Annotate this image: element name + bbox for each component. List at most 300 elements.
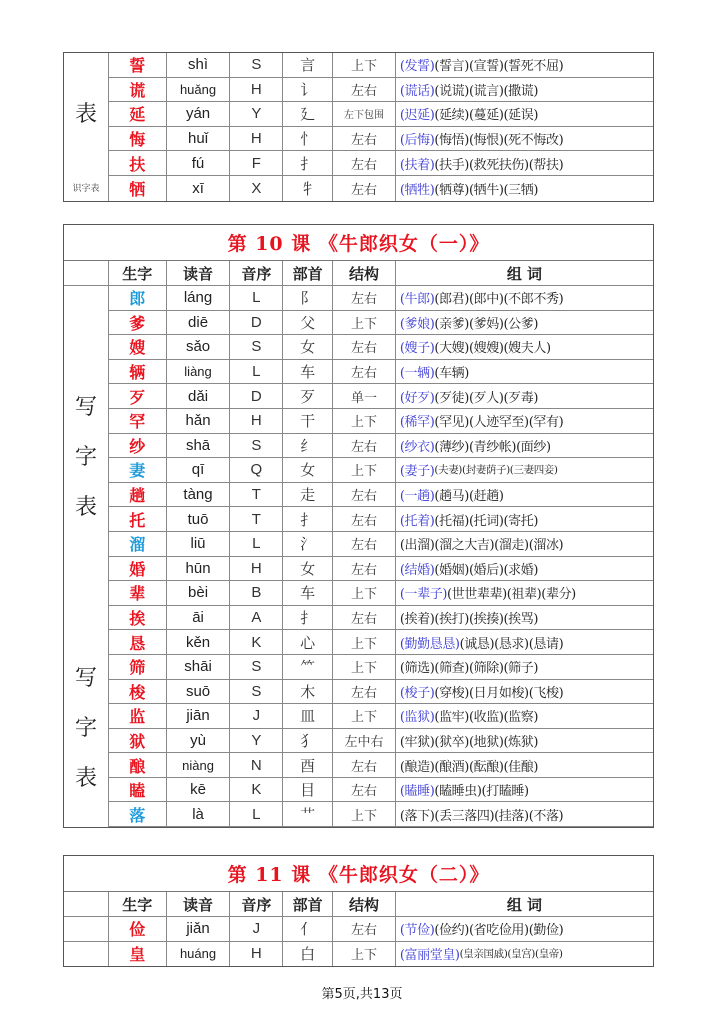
order-cell: J	[230, 917, 283, 941]
words-rest: (亲爹)(爹妈)(公爹)	[434, 316, 539, 332]
section-cell	[64, 942, 109, 967]
char-cell: 妻	[109, 458, 167, 482]
structure-cell: 左右	[333, 606, 396, 630]
words-rest: (誓言)(宣誓)(誓死不屈)	[434, 59, 564, 75]
structure-cell: 上下	[333, 311, 396, 335]
header-order: 音序	[230, 892, 283, 916]
structure-cell: 左右	[333, 127, 396, 151]
char-cell: 辈	[109, 581, 167, 605]
words-cell	[396, 360, 653, 384]
table-row	[64, 483, 653, 508]
radical-cell: 木	[283, 680, 333, 704]
pinyin-cell: shāi	[167, 655, 231, 679]
radical-cell: 阝	[283, 286, 333, 310]
words-highlight: (妻子)	[399, 464, 435, 480]
radical-cell: 言	[283, 53, 333, 77]
section-label-char: 字	[74, 715, 97, 741]
words-cell	[396, 311, 653, 335]
lesson-10-table	[63, 224, 654, 828]
structure-cell: 左右	[333, 778, 396, 802]
words-cell	[396, 630, 653, 654]
table-row	[64, 802, 653, 827]
table-row	[64, 581, 653, 606]
char-cell: 托	[109, 507, 167, 531]
section-label-char: 写	[74, 395, 97, 421]
header-char: 生字	[109, 261, 167, 285]
header-row	[64, 892, 653, 917]
header-blank	[64, 261, 109, 285]
structure-cell: 上下	[333, 655, 396, 679]
pinyin-cell: hūn	[167, 557, 231, 581]
pinyin-cell: hǎn	[167, 409, 231, 433]
words-cell	[396, 778, 653, 802]
words-cell	[396, 680, 653, 704]
structure-cell: 左右	[333, 557, 396, 581]
table-row	[64, 151, 653, 176]
table-row	[64, 311, 653, 336]
table-row	[64, 778, 653, 803]
structure-cell: 左右	[333, 507, 396, 531]
table-row	[64, 53, 653, 78]
words-highlight: (牛郎)	[399, 292, 435, 308]
header-radical: 部首	[283, 261, 333, 285]
structure-cell: 上下	[333, 942, 396, 967]
words-cell	[396, 655, 653, 679]
table-row	[64, 942, 653, 967]
pinyin-cell: niàng	[167, 753, 231, 777]
structure-cell: 左右	[333, 917, 396, 941]
char-cell: 辆	[109, 360, 167, 384]
radical-cell: ⺮	[283, 655, 333, 679]
order-cell: S	[230, 53, 283, 77]
structure-cell: 左右	[333, 753, 396, 777]
pinyin-cell: jiān	[167, 704, 231, 728]
char-cell: 嫂	[109, 335, 167, 359]
pinyin-cell: yù	[167, 729, 231, 753]
order-cell: Y	[230, 729, 283, 753]
section-note	[64, 177, 109, 201]
section-label-biao	[64, 53, 109, 176]
words-rest: (挨着)(挨打)(挨揍)(挨骂)	[399, 612, 539, 628]
words-highlight: (迟延)	[399, 108, 435, 124]
words-rest: (悔悟)(悔恨)(死不悔改)	[434, 133, 564, 149]
radical-cell: 扌	[283, 507, 333, 531]
radical-cell: 皿	[283, 704, 333, 728]
words-rest: (罕见)(人迹罕至)(罕有)	[434, 415, 564, 431]
words-rest: (诚恳)(恳求)(恳请)	[459, 636, 564, 652]
words-cell	[396, 78, 653, 102]
order-cell: H	[230, 557, 283, 581]
char-cell: 落	[109, 802, 167, 826]
char-cell: 监	[109, 704, 167, 728]
words-highlight: (好歹)	[399, 390, 435, 406]
structure-cell: 左右	[333, 286, 396, 310]
words-highlight: (勤勤恳恳)	[399, 636, 460, 652]
table-row	[64, 655, 653, 680]
structure-cell: 左右	[333, 78, 396, 102]
radical-cell: 女	[283, 335, 333, 359]
words-cell	[396, 483, 653, 507]
radical-cell: 车	[283, 360, 333, 384]
words-rest: (延续)(蔓延)(延误)	[434, 108, 539, 124]
order-cell: N	[230, 753, 283, 777]
char-cell: 歹	[109, 384, 167, 408]
pinyin-cell: suō	[167, 680, 231, 704]
pinyin-cell: shì	[167, 53, 231, 77]
structure-cell: 上下	[333, 581, 396, 605]
words-rest: (薄纱)(青纱帐)(面纱)	[434, 439, 551, 455]
order-cell: J	[230, 704, 283, 728]
structure-cell: 左右	[333, 360, 396, 384]
order-cell: H	[230, 942, 283, 967]
order-cell: B	[230, 581, 283, 605]
pinyin-cell: dǎi	[167, 384, 231, 408]
words-cell	[396, 581, 653, 605]
char-cell: 溜	[109, 532, 167, 556]
table-row	[64, 606, 653, 631]
pinyin-cell: huǐ	[167, 127, 231, 151]
words-highlight: (发誓)	[399, 59, 435, 75]
table-row	[64, 360, 653, 385]
section-label-char: 字	[74, 445, 97, 471]
words-cell	[396, 532, 653, 556]
words-highlight: (梭子)	[399, 685, 435, 701]
structure-cell: 上下	[333, 409, 396, 433]
words-rest: (筛选)(筛查)(筛除)(筛子)	[399, 661, 539, 677]
table2-rows	[64, 286, 653, 827]
words-cell	[396, 409, 653, 433]
words-cell	[396, 942, 653, 967]
words-highlight: (谎话)	[399, 83, 435, 99]
order-cell: T	[230, 507, 283, 531]
structure-cell: 左右	[333, 335, 396, 359]
words-rest: (夫妻)(封妻荫子)(三妻四妾)	[434, 464, 558, 477]
char-cell: 筛	[109, 655, 167, 679]
char-cell: 挨	[109, 606, 167, 630]
char-cell: 恳	[109, 630, 167, 654]
pinyin-cell: huáng	[167, 942, 231, 967]
words-rest: (瞌睡虫)(打瞌睡)	[434, 784, 529, 800]
page-footer: 第5页,共13页	[321, 987, 403, 1002]
words-rest: (牢狱)(狱卒)(地狱)(炼狱)	[399, 734, 539, 750]
words-highlight: (结婚)	[399, 562, 435, 578]
words-highlight: (托着)	[399, 513, 435, 529]
table-row	[64, 729, 653, 754]
pinyin-cell: tàng	[167, 483, 231, 507]
char-cell: 皇	[109, 942, 167, 967]
table-row	[64, 704, 653, 729]
words-rest: (出溜)(溜之大吉)(溜走)(溜冰)	[399, 538, 564, 554]
radical-cell: 扌	[283, 151, 333, 175]
table-row	[64, 102, 653, 127]
vocab-table-continued	[63, 52, 654, 202]
words-highlight: (后悔)	[399, 133, 435, 149]
words-highlight: (一趟)	[399, 489, 435, 505]
pinyin-cell: láng	[167, 286, 231, 310]
words-rest: (歹徒)(歹人)(歹毒)	[434, 390, 539, 406]
table-row	[64, 507, 653, 532]
header-char: 生字	[109, 892, 167, 916]
words-cell	[396, 151, 653, 175]
radical-cell: 白	[283, 942, 333, 967]
radical-cell: 父	[283, 311, 333, 335]
structure-cell: 左右	[333, 483, 396, 507]
words-rest: (托福)(托词)(寄托)	[434, 513, 539, 529]
words-cell	[396, 507, 653, 531]
section-label-char: 表	[74, 495, 97, 521]
words-rest: (车辆)	[434, 366, 469, 382]
table-row	[64, 630, 653, 655]
order-cell: D	[230, 311, 283, 335]
words-cell	[396, 729, 653, 753]
section-label-text: 表	[74, 101, 97, 127]
structure-cell: 上下	[333, 53, 396, 77]
words-rest: (监牢)(收监)(监察)	[434, 710, 539, 726]
words-rest: (穿梭)(日月如梭)(飞梭)	[434, 685, 564, 701]
table-row	[64, 532, 653, 557]
order-cell: A	[230, 606, 283, 630]
order-cell: D	[230, 384, 283, 408]
order-cell: K	[230, 630, 283, 654]
order-cell: F	[230, 151, 283, 175]
words-highlight: (一辈子)	[399, 587, 448, 603]
pinyin-cell: huǎng	[167, 78, 231, 102]
words-rest: (郎君)(郎中)(不郎不秀)	[434, 292, 564, 308]
words-rest: (世世辈辈)(祖辈)(辈分)	[447, 587, 576, 603]
radical-cell: 忄	[283, 127, 333, 151]
words-rest: (酿造)(酿酒)(酝酿)(佳酿)	[399, 759, 539, 775]
pinyin-cell: qī	[167, 458, 231, 482]
words-rest: (说谎)(谎言)(撒谎)	[434, 83, 539, 99]
pinyin-cell: yán	[167, 102, 231, 126]
order-cell: S	[230, 335, 283, 359]
char-cell: 郎	[109, 286, 167, 310]
header-structure: 结构	[333, 261, 396, 285]
char-cell: 俭	[109, 917, 167, 941]
table-row	[64, 286, 653, 311]
words-rest: (婚姻)(婚后)(求婚)	[434, 562, 539, 578]
pinyin-cell: jiǎn	[167, 917, 231, 941]
header-words: 组 词	[506, 264, 543, 283]
words-rest: (皇亲国戚)(皇宫)(皇帝)	[459, 948, 563, 961]
table-row	[64, 458, 653, 483]
structure-cell: 上下	[333, 802, 396, 826]
pinyin-cell: xī	[167, 176, 231, 201]
header-pinyin: 读音	[167, 261, 231, 285]
table-row	[64, 753, 653, 778]
header-order: 音序	[230, 261, 283, 285]
table-row	[64, 78, 653, 103]
radical-cell: 女	[283, 458, 333, 482]
order-cell: K	[230, 778, 283, 802]
words-cell	[396, 53, 653, 77]
radical-cell: 车	[283, 581, 333, 605]
structure-cell: 单一	[333, 384, 396, 408]
radical-cell: 酉	[283, 753, 333, 777]
table-row	[64, 409, 653, 434]
order-cell: L	[230, 286, 283, 310]
structure-cell: 上下	[333, 630, 396, 654]
radical-cell: 犭	[283, 729, 333, 753]
words-cell	[396, 127, 653, 151]
header-blank	[64, 892, 109, 916]
words-highlight: (爹娘)	[399, 316, 435, 332]
words-cell	[396, 102, 653, 126]
pinyin-cell: fú	[167, 151, 231, 175]
structure-cell: 左中右	[333, 729, 396, 753]
table-row	[64, 434, 653, 459]
char-cell: 狱	[109, 729, 167, 753]
words-rest: (落下)(丢三落四)(挂落)(不落)	[399, 808, 564, 824]
words-rest: (牺尊)(牺牛)(三牺)	[434, 182, 539, 198]
pinyin-cell: liū	[167, 532, 231, 556]
order-cell: S	[230, 655, 283, 679]
words-cell	[396, 802, 653, 826]
order-cell: H	[230, 78, 283, 102]
char-cell: 罕	[109, 409, 167, 433]
header-row	[64, 261, 653, 286]
words-rest: (趟马)(赶趟)	[434, 489, 504, 505]
structure-cell: 左右	[333, 176, 396, 201]
lesson-11-table	[63, 855, 654, 967]
words-rest: (俭约)(省吃俭用)(勤俭)	[434, 923, 564, 939]
table-row	[64, 384, 653, 409]
radical-cell: 牜	[283, 176, 333, 201]
order-cell: L	[230, 360, 283, 384]
words-cell	[396, 917, 653, 941]
words-cell	[396, 606, 653, 630]
char-cell: 趟	[109, 483, 167, 507]
words-highlight: (富丽堂皇)	[399, 948, 460, 964]
words-cell	[396, 176, 653, 201]
radical-cell: 走	[283, 483, 333, 507]
words-highlight: (一辆)	[399, 366, 435, 382]
char-cell: 誓	[109, 53, 167, 77]
char-cell: 婚	[109, 557, 167, 581]
pinyin-cell: āi	[167, 606, 231, 630]
table-row	[64, 557, 653, 582]
words-highlight: (嫂子)	[399, 341, 435, 357]
radical-cell: 心	[283, 630, 333, 654]
words-highlight: (稀罕)	[399, 415, 435, 431]
section-cell	[64, 917, 109, 941]
words-cell	[396, 434, 653, 458]
char-cell: 纱	[109, 434, 167, 458]
pinyin-cell: là	[167, 802, 231, 826]
words-rest: (扶手)(救死扶伤)(帮扶)	[434, 157, 564, 173]
words-highlight: (节俭)	[399, 923, 435, 939]
char-cell: 牺	[109, 176, 167, 201]
pinyin-cell: diē	[167, 311, 231, 335]
order-cell: L	[230, 802, 283, 826]
header-pinyin: 读音	[167, 892, 231, 916]
lesson-11-title: 第 11 课 《牛郎织女（二）》	[64, 856, 653, 892]
table-row	[64, 917, 653, 942]
table3-rows	[64, 917, 653, 966]
table-row	[64, 335, 653, 360]
radical-cell: 纟	[283, 434, 333, 458]
words-highlight: (瞌睡)	[399, 784, 435, 800]
radical-cell: 目	[283, 778, 333, 802]
structure-cell: 左右	[333, 680, 396, 704]
words-highlight: (监狱)	[399, 710, 435, 726]
header-words: 组 词	[506, 895, 543, 914]
radical-cell: 讠	[283, 78, 333, 102]
table1-rows	[64, 53, 653, 201]
words-cell	[396, 704, 653, 728]
pinyin-cell: sǎo	[167, 335, 231, 359]
words-rest: (大嫂)(嫂嫂)(嫂夫人)	[434, 341, 551, 357]
radical-cell: 干	[283, 409, 333, 433]
note-text: 识字表	[72, 184, 100, 194]
pinyin-cell: tuō	[167, 507, 231, 531]
header-structure: 结构	[333, 892, 396, 916]
order-cell: Q	[230, 458, 283, 482]
words-highlight: (纱衣)	[399, 439, 435, 455]
order-cell: H	[230, 127, 283, 151]
words-cell	[396, 753, 653, 777]
char-cell: 爹	[109, 311, 167, 335]
pinyin-cell: bèi	[167, 581, 231, 605]
structure-cell: 左右	[333, 151, 396, 175]
lesson-10-title: 第 10 课 《牛郎织女（一）》	[64, 225, 653, 261]
radical-cell: 扌	[283, 606, 333, 630]
words-cell	[396, 458, 653, 482]
pinyin-cell: shā	[167, 434, 231, 458]
pinyin-cell: kěn	[167, 630, 231, 654]
radical-cell: 女	[283, 557, 333, 581]
table-row	[64, 127, 653, 152]
words-cell	[396, 286, 653, 310]
section-label-xiezibiao-1	[64, 286, 109, 630]
header-radical: 部首	[283, 892, 333, 916]
char-cell: 谎	[109, 78, 167, 102]
order-cell: H	[230, 409, 283, 433]
pinyin-cell: liàng	[167, 360, 231, 384]
table-row	[64, 176, 653, 201]
order-cell: S	[230, 434, 283, 458]
pinyin-cell: kē	[167, 778, 231, 802]
radical-cell: 氵	[283, 532, 333, 556]
order-cell: Y	[230, 102, 283, 126]
radical-cell: 廴	[283, 102, 333, 126]
section-label-char: 写	[74, 665, 97, 691]
radical-cell: 歹	[283, 384, 333, 408]
structure-cell: 上下	[333, 704, 396, 728]
char-cell: 悔	[109, 127, 167, 151]
words-cell	[396, 557, 653, 581]
order-cell: S	[230, 680, 283, 704]
structure-cell: 左右	[333, 434, 396, 458]
words-highlight: (牺牲)	[399, 182, 435, 198]
words-cell	[396, 384, 653, 408]
structure-cell: 左右	[333, 532, 396, 556]
order-cell: X	[230, 176, 283, 201]
char-cell: 延	[109, 102, 167, 126]
radical-cell: 艹	[283, 802, 333, 826]
section-label-char: 表	[74, 765, 97, 791]
order-cell: T	[230, 483, 283, 507]
structure-cell: 左下包围	[333, 102, 396, 126]
char-cell: 梭	[109, 680, 167, 704]
structure-cell: 上下	[333, 458, 396, 482]
char-cell: 瞌	[109, 778, 167, 802]
radical-cell: 亻	[283, 917, 333, 941]
char-cell: 酿	[109, 753, 167, 777]
words-highlight: (扶着)	[399, 157, 435, 173]
table-row	[64, 680, 653, 705]
order-cell: L	[230, 532, 283, 556]
